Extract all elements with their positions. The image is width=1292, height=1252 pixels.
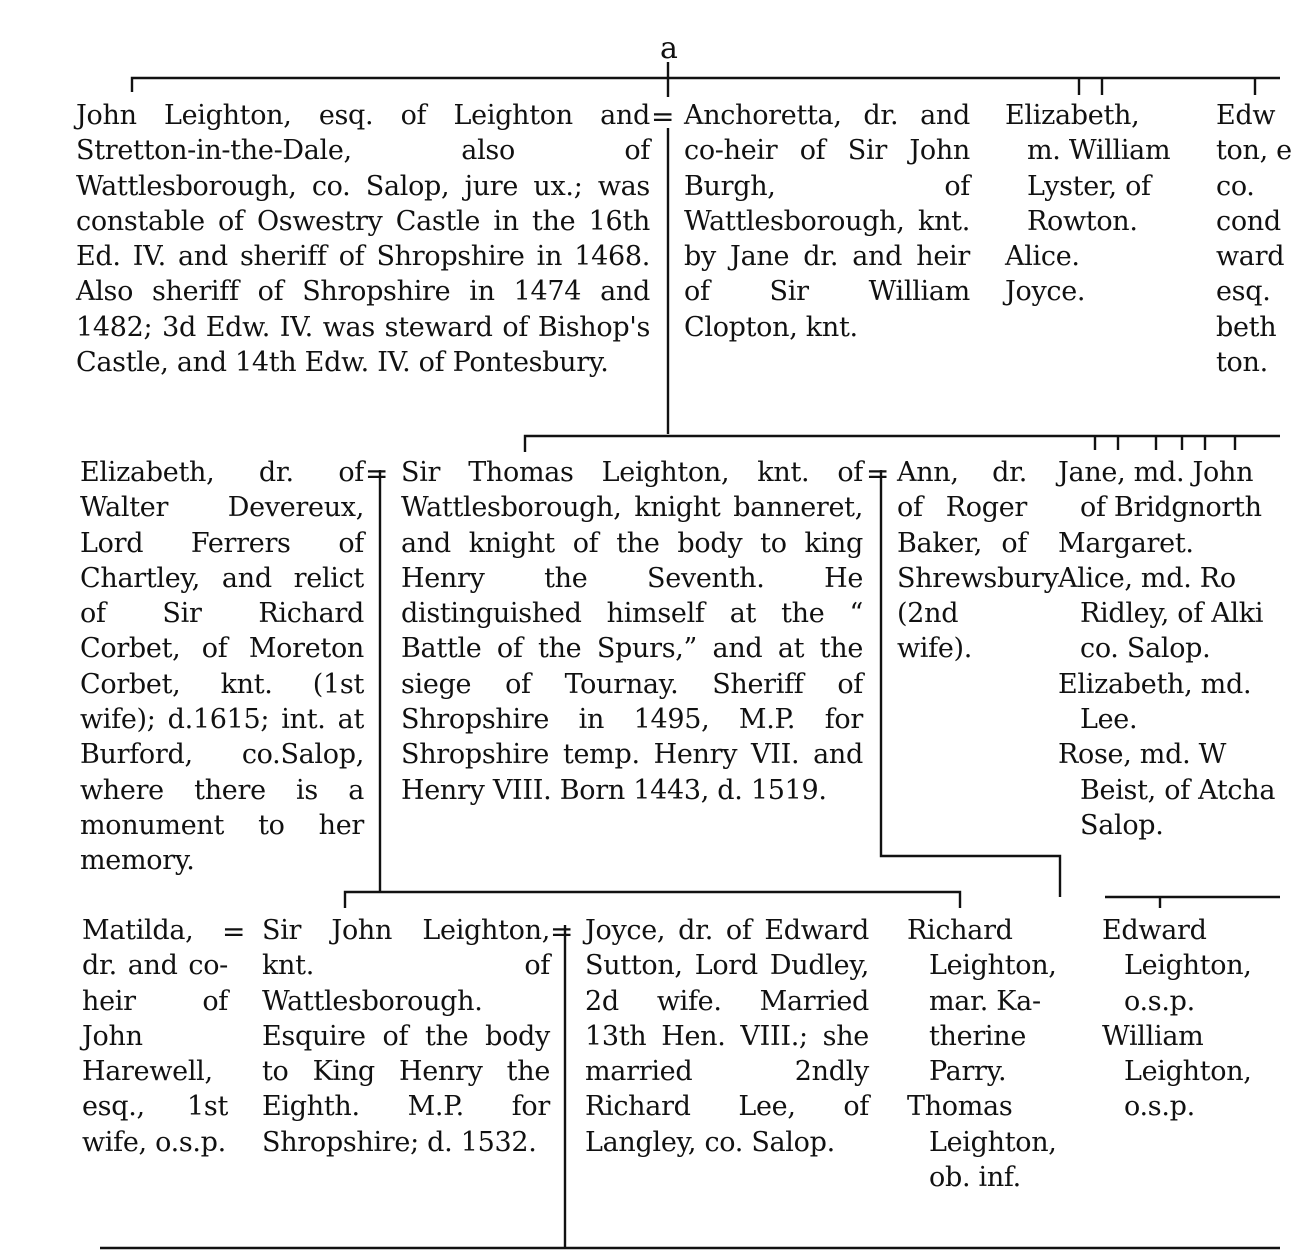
list-item: Thomas (907, 1091, 1013, 1123)
list-item: Alice. (1005, 241, 1080, 273)
list-item: Lyster, of (1027, 170, 1151, 202)
list-item: Rose, md. W (1058, 739, 1227, 771)
gen1-sibling-ticks (668, 78, 1255, 97)
list-item: Elizabeth, (1005, 100, 1140, 131)
list-item: Rowton. (1027, 205, 1138, 237)
list-item: of Bridgnorth (1080, 492, 1262, 524)
list-item: Margaret. (1058, 527, 1194, 559)
list-item: co. Salop. (1080, 633, 1211, 665)
person-matilda-harewell: Matilda, dr. and co-heir of John Harewell, esq., 1st wife, o.s.p. (82, 915, 228, 1158)
marriage-sign-thomas-ann: = (866, 457, 890, 490)
list-item: Parry. (929, 1056, 1007, 1088)
list-item: Joyce. (1005, 276, 1086, 308)
list-item: Leighton, (1124, 1056, 1252, 1088)
marriage-sign-matilda-john: = (222, 915, 246, 948)
gen3-brothers-edward-william (1102, 913, 1280, 1125)
list-item: ton. (1216, 347, 1268, 379)
list-item: cond (1216, 205, 1281, 237)
marriage-sign-john-anchoretta: = (651, 100, 675, 133)
list-item: Leighton, (1124, 950, 1252, 982)
list-item: m. William (1027, 135, 1171, 167)
marriage-sign-elizabeth-thomas: = (365, 457, 389, 490)
person-sir-john-leighton: Sir John Leighton, knt. of Wattlesborough. Esquire of the body to King Henry the Eighth. M.P. for Shropshire; d. 1532. (262, 915, 550, 1158)
list-item: Salop. (1080, 809, 1164, 841)
person-anchoretta: Anchoretta, dr. and co-heir of Sir John Burgh, of Wattlesborough, knt. by Jane dr. and heir of Sir William Clopton, knt. (684, 100, 970, 343)
gen2-sibling-bar (525, 436, 1280, 452)
list-item: William (1102, 1020, 1204, 1052)
list-item: Elizabeth, md. (1058, 668, 1252, 700)
list-item: therine (929, 1020, 1027, 1052)
list-item: o.s.p. (1124, 1091, 1195, 1123)
person-joyce-sutton: Joyce, dr. of Edward Sutton, Lord Dudley, 2d wife. Married 13th Hen. VIII.; she married 2ndly Richard Lee, of Langley, co. Salop. (585, 915, 869, 1158)
person-ann-baker: Ann, dr. of Roger Baker, of Shrewsbury (2nd wife). (897, 457, 1059, 665)
list-item: Leighton, (929, 950, 1057, 982)
list-item: ton, e (1216, 135, 1292, 167)
person-john-leighton: John Leighton, esq. of Leighton and Stretton-in-the-Dale, also of Wattlesborough, co. Salop, jure ux.; was constable of Oswestry Castle in the 16th Ed. IV. and sheriff of Shropshire in 1468. Also sheriff of Shropshire in 1474 and 1482; 3d Edw. IV. was steward of Bishop's Castle, and 14th Edw. IV. of Pontesbury. (76, 100, 650, 379)
list-item: esq. (1216, 276, 1271, 308)
list-item: Edw (1216, 100, 1276, 131)
list-item: Edward (1102, 915, 1207, 946)
list-item: Beist, of Atcha (1080, 774, 1276, 806)
list-item: Leighton, (929, 1126, 1057, 1158)
gen2-sisters (1058, 455, 1280, 843)
list-item: Ridley, of Alki (1080, 598, 1264, 630)
list-item: Richard (907, 915, 1013, 946)
person-sir-thomas-leighton: Sir Thomas Leighton, knt. of Wattlesborough, knight banneret, and knight of the body to king Henry the Seventh. He distinguished himself at the “ Battle of the Spurs,” and at the siege of Tournay. Sheriff of Shropshire in 1495, M.P. for Shropshire temp. Henry VII. and Henry VIII. Born 1443, d. 1519. (401, 457, 863, 806)
person-elizabeth-devereux: Elizabeth, dr. of Walter Devereux, Lord Ferrers of Chartley, and relict of Sir Richard Corbet, of Moreton Corbet, knt. (1st wife); d.1615; int. at Burford, co.Salop, where there is a monument to her memory. (80, 457, 364, 877)
top-reference-mark: a (660, 31, 678, 66)
list-item: Jane, md. John (1058, 457, 1254, 488)
list-item: ward (1216, 241, 1285, 273)
list-item: o.s.p. (1124, 985, 1195, 1017)
marriage-sign-john-joyce: = (550, 915, 574, 948)
gen3-brothers-richard-thomas (907, 913, 1077, 1195)
gen3-second-bar (1105, 897, 1280, 908)
gen1-sisters (1005, 98, 1195, 310)
list-item: co. (1216, 170, 1255, 202)
gen1-sibling-bar (132, 78, 1280, 92)
gen3-sibling-bar (345, 892, 960, 908)
list-item: mar. Ka- (929, 985, 1041, 1017)
list-item: beth (1216, 311, 1277, 343)
list-item: ob. inf. (929, 1162, 1021, 1194)
list-item: Lee. (1080, 704, 1138, 736)
gen1-edward-fragment (1216, 98, 1292, 380)
list-item: Alice, md. Ro (1058, 562, 1236, 594)
gen2-sibling-ticks (1095, 436, 1235, 450)
